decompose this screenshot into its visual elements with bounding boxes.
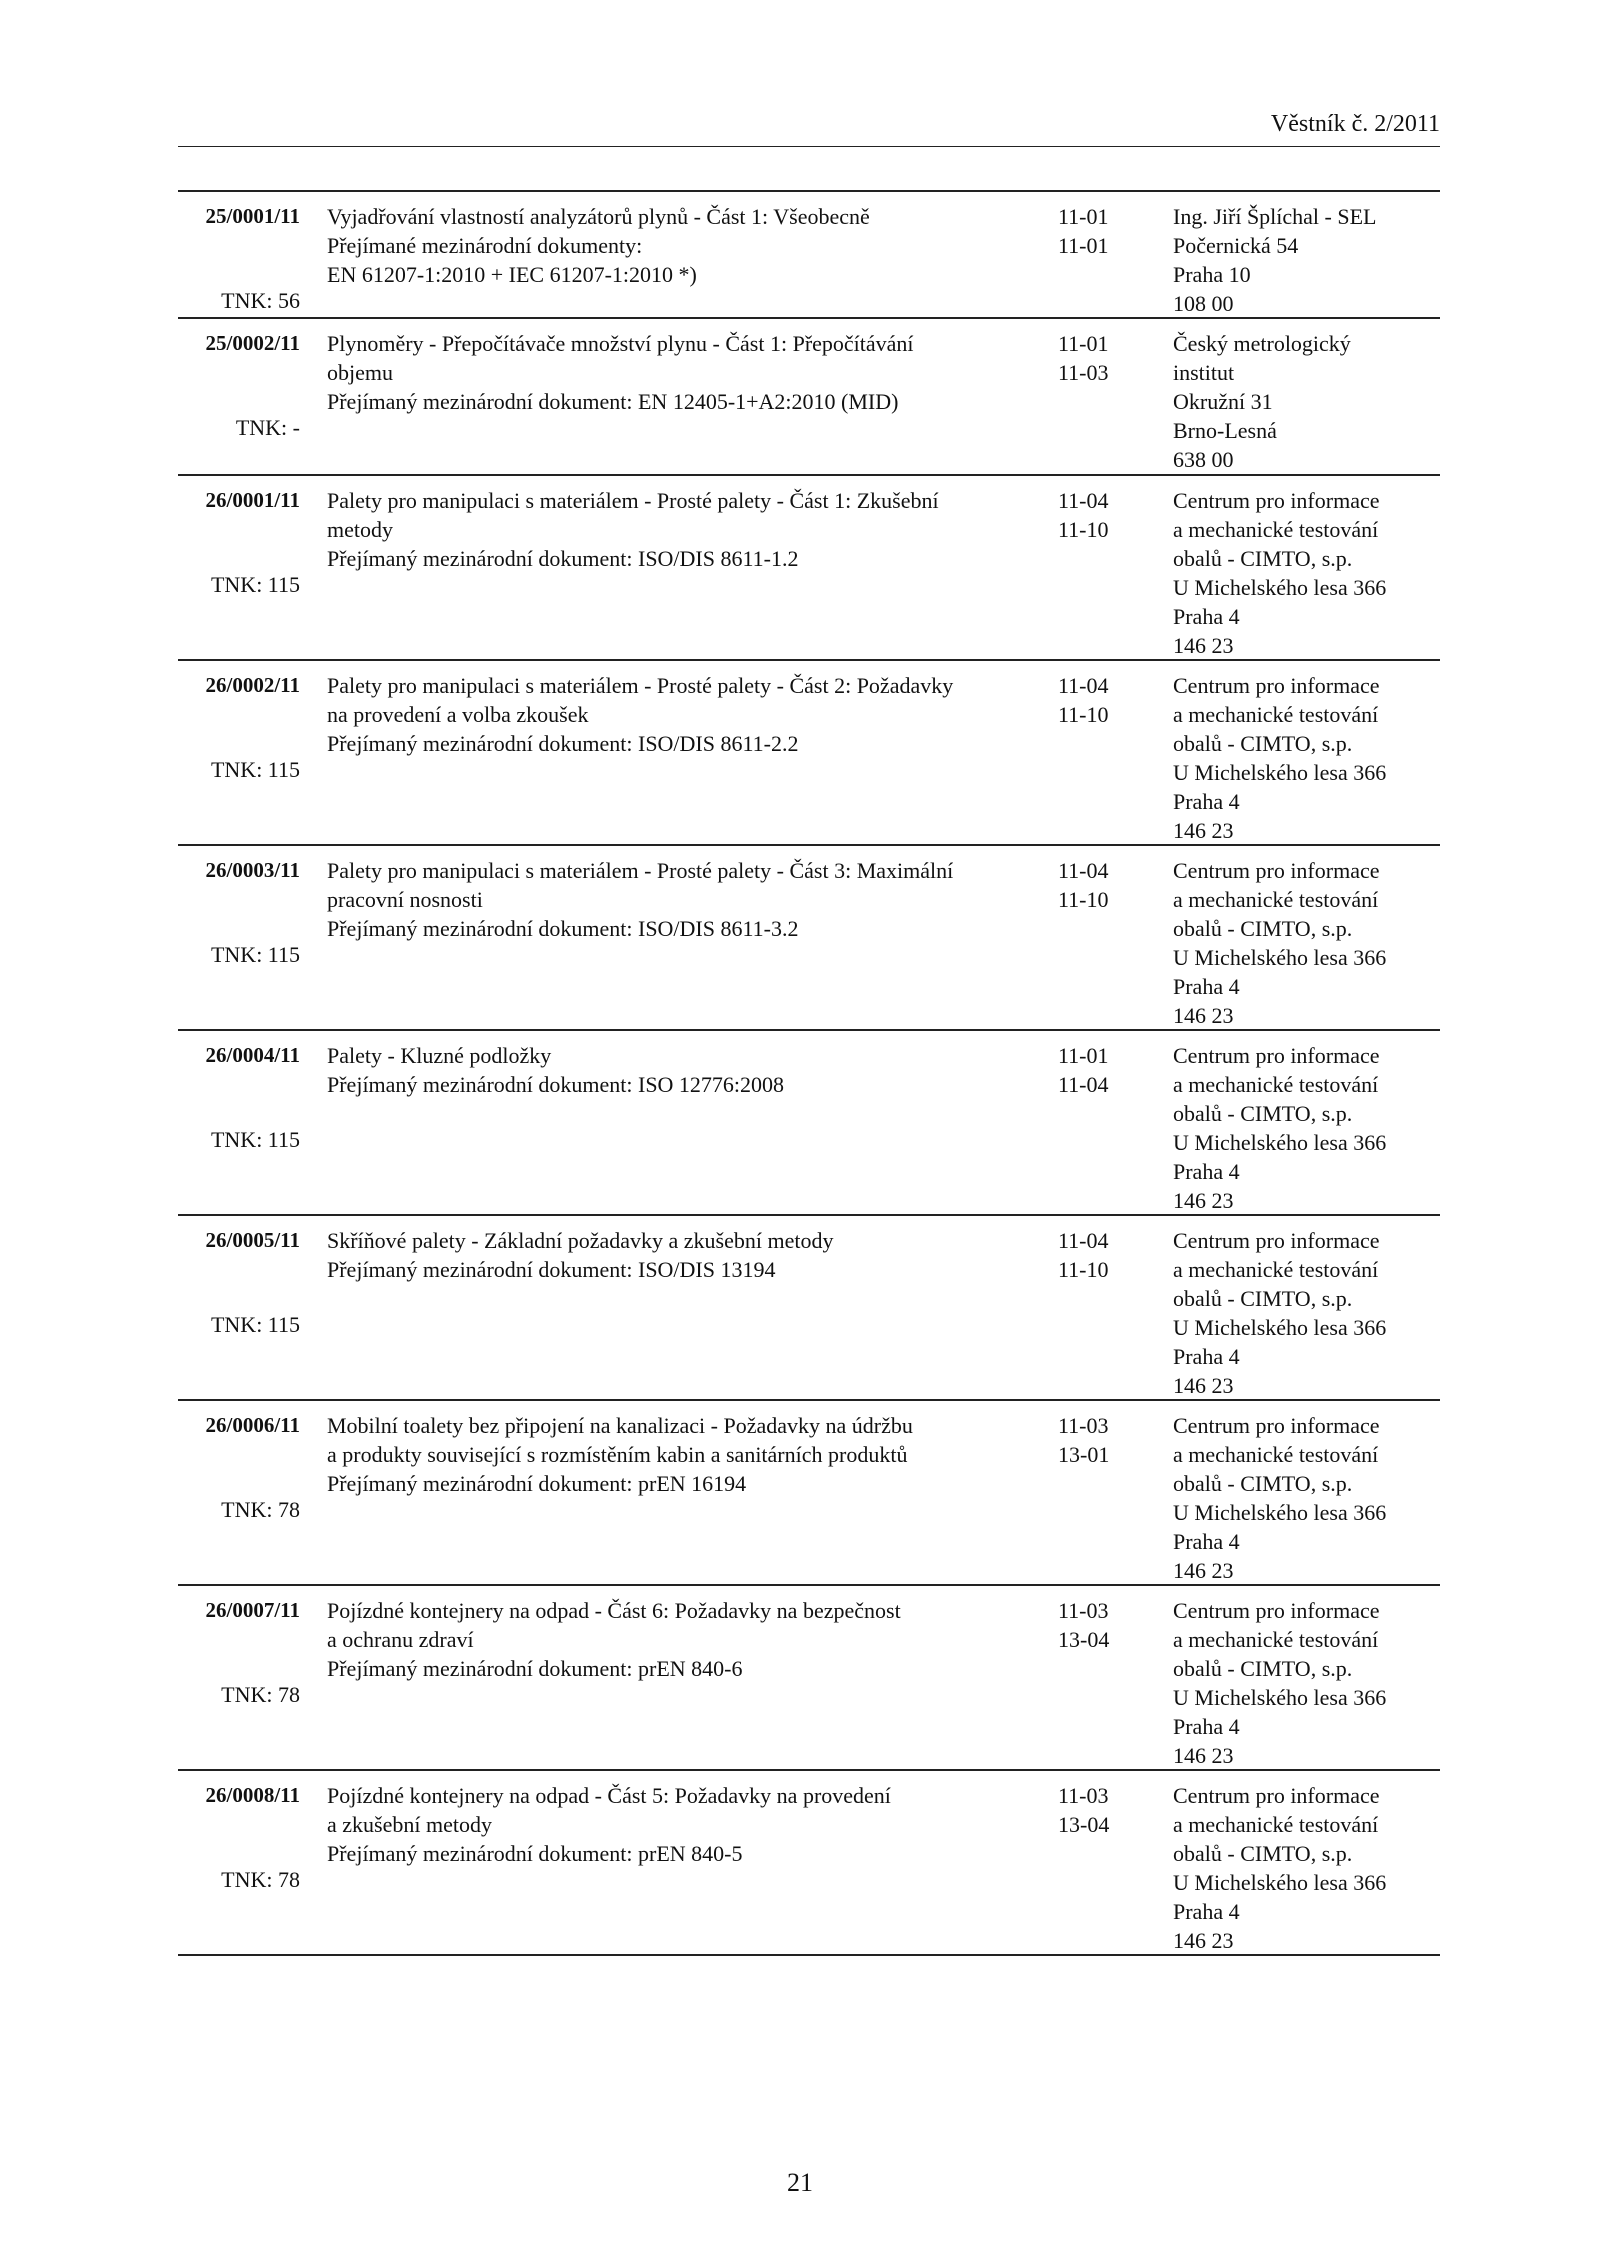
address-line: U Michelského lesa 366: [1173, 1500, 1387, 1525]
entry-id-cell: [178, 1596, 300, 1707]
entry-title-line: Přejímaný mezinárodní dokument: ISO/DIS 13194: [327, 1257, 776, 1282]
entry-id-cell: [178, 1411, 300, 1522]
entry-title-line: Vyjadřování vlastností analyzátorů plynů - Část 1: Všeobecně: [327, 204, 870, 229]
entry-address-cell: [1173, 1226, 1440, 1400]
address-line: U Michelského lesa 366: [1173, 1130, 1387, 1155]
entry-number: 26/0003/11: [205, 858, 300, 882]
entry-date: 11-01: [1058, 1043, 1109, 1068]
address-line: Počernická 54: [1173, 233, 1299, 258]
address-line: obalů - CIMTO, s.p.: [1173, 1101, 1353, 1126]
entry-id-cell: [178, 671, 300, 782]
entry-address-cell: [1173, 486, 1440, 660]
entry-date: 11-03: [1058, 1783, 1109, 1808]
standard-entry: [178, 846, 1440, 1031]
address-line: U Michelského lesa 366: [1173, 575, 1387, 600]
entry-number: 25/0001/11: [205, 204, 300, 228]
address-line: Centrum pro informace: [1173, 1413, 1380, 1438]
entry-tnk: TNK: 115: [210, 942, 300, 967]
entry-tnk: TNK: 115: [210, 1312, 300, 1337]
address-line: 146 23: [1173, 1373, 1234, 1398]
entry-title-line: Přejímaný mezinárodní dokument: ISO 12776:2008: [327, 1072, 785, 1097]
entry-id-cell: [178, 486, 300, 597]
entry-address-cell: [1173, 671, 1440, 845]
entry-date: 11-10: [1058, 517, 1109, 542]
entry-title-line: Pojízdné kontejnery na odpad - Část 6: Požadavky na bezpečnost: [327, 1598, 901, 1623]
entry-title-line: Přejímané mezinárodní dokumenty:: [327, 233, 643, 258]
entry-title-line: Skříňové palety - Základní požadavky a zkušební metody: [327, 1228, 834, 1253]
entry-address-cell: [1173, 1041, 1440, 1215]
entry-title-line: Přejímaný mezinárodní dokument: ISO/DIS 8611-2.2: [327, 731, 799, 756]
entry-title-cell: [327, 1226, 1027, 1284]
entry-date: 13-04: [1058, 1627, 1110, 1652]
entry-title-line: Přejímaný mezinárodní dokument: ISO/DIS 8611-3.2: [327, 916, 799, 941]
entry-title-line: Mobilní toalety bez připojení na kanalizaci - Požadavky na údržbu: [327, 1413, 913, 1438]
entry-tnk: TNK: 78: [221, 1497, 300, 1522]
address-line: Centrum pro informace: [1173, 673, 1380, 698]
entry-date: 11-10: [1058, 702, 1109, 727]
standard-entry: [178, 1216, 1440, 1401]
address-line: Brno-Lesná: [1173, 418, 1277, 443]
entry-title-cell: [327, 1781, 1027, 1868]
entry-title-line: objemu: [327, 360, 393, 385]
entry-number: 26/0004/11: [205, 1043, 300, 1067]
entry-dates-cell: [1058, 202, 1138, 260]
address-line: Centrum pro informace: [1173, 858, 1380, 883]
entry-title-line: pracovní nosnosti: [327, 887, 483, 912]
entry-number: 26/0002/11: [205, 673, 300, 697]
entry-address-cell: [1173, 202, 1440, 318]
entry-title-line: a ochranu zdraví: [327, 1627, 474, 1652]
standard-entry: [178, 661, 1440, 846]
entry-number: 26/0001/11: [205, 488, 300, 512]
entry-id-cell: [178, 856, 300, 967]
entry-title-line: Pojízdné kontejnery na odpad - Část 5: Požadavky na provedení: [327, 1783, 891, 1808]
entry-date: 11-04: [1058, 488, 1109, 513]
entry-tnk: TNK: 56: [221, 288, 300, 313]
address-line: a mechanické testování: [1173, 1812, 1379, 1837]
address-line: Český metrologický: [1173, 331, 1351, 356]
entry-date: 11-10: [1058, 887, 1109, 912]
entry-dates-cell: [1058, 1226, 1138, 1284]
page-number: 21: [787, 2168, 813, 2197]
address-line: 146 23: [1173, 1003, 1234, 1028]
standard-entry: [178, 1031, 1440, 1216]
entry-title-line: na provedení a volba zkoušek: [327, 702, 589, 727]
entry-title-line: a produkty související s rozmístěním kabin a sanitárních produktů: [327, 1442, 908, 1467]
standard-entry: [178, 476, 1440, 661]
entry-address-cell: [1173, 1781, 1440, 1955]
address-line: Praha 4: [1173, 789, 1240, 814]
address-line: 146 23: [1173, 1558, 1234, 1583]
address-line: institut: [1173, 360, 1235, 385]
address-line: U Michelského lesa 366: [1173, 945, 1387, 970]
address-line: a mechanické testování: [1173, 517, 1379, 542]
address-line: Centrum pro informace: [1173, 1783, 1380, 1808]
address-line: a mechanické testování: [1173, 702, 1379, 727]
page-header: [178, 110, 1440, 147]
entry-date: 11-04: [1058, 858, 1109, 883]
entry-number: 26/0005/11: [205, 1228, 300, 1252]
entry-date: 11-03: [1058, 1598, 1109, 1623]
entry-title-line: Palety - Kluzné podložky: [327, 1043, 552, 1068]
entry-tnk: TNK: 78: [221, 1867, 300, 1892]
standard-entry: [178, 1401, 1440, 1586]
entry-tnk: TNK: 78: [221, 1682, 300, 1707]
entry-date: 13-01: [1058, 1442, 1110, 1467]
address-line: U Michelského lesa 366: [1173, 760, 1387, 785]
address-line: a mechanické testování: [1173, 1627, 1379, 1652]
address-line: obalů - CIMTO, s.p.: [1173, 1841, 1353, 1866]
address-line: Praha 4: [1173, 974, 1240, 999]
address-line: U Michelského lesa 366: [1173, 1685, 1387, 1710]
address-line: 146 23: [1173, 818, 1234, 843]
address-line: a mechanické testování: [1173, 887, 1379, 912]
address-line: Centrum pro informace: [1173, 488, 1380, 513]
standard-entry: [178, 192, 1440, 319]
address-line: Praha 4: [1173, 1714, 1240, 1739]
entry-title-cell: [327, 486, 1027, 573]
entry-title-line: Přejímaný mezinárodní dokument: EN 12405-1+A2:2010 (MID): [327, 389, 899, 414]
address-line: Praha 4: [1173, 1899, 1240, 1924]
entry-title-cell: [327, 1596, 1027, 1683]
entry-title-cell: [327, 202, 1027, 289]
entry-tnk: TNK: 115: [210, 1127, 300, 1152]
entry-address-cell: [1173, 856, 1440, 1030]
standard-entry: [178, 1771, 1440, 1956]
address-line: a mechanické testování: [1173, 1257, 1379, 1282]
entry-title-line: Plynoměry - Přepočítávače množství plynu - Část 1: Přepočítávání: [327, 331, 914, 356]
entry-title-line: Palety pro manipulaci s materiálem - Prosté palety - Část 1: Zkušební: [327, 488, 939, 513]
entry-title-cell: [327, 671, 1027, 758]
entry-dates-cell: [1058, 671, 1138, 729]
entry-date: 11-03: [1058, 360, 1109, 385]
address-line: Praha 10: [1173, 262, 1251, 287]
journal-title: Věstník č. 2/2011: [1270, 111, 1440, 137]
address-line: Centrum pro informace: [1173, 1228, 1380, 1253]
address-line: 146 23: [1173, 633, 1234, 658]
entry-title-line: metody: [327, 517, 393, 542]
entry-date: 11-04: [1058, 673, 1109, 698]
address-line: Okružní 31: [1173, 389, 1273, 414]
entry-title-line: Palety pro manipulaci s materiálem - Prosté palety - Část 2: Požadavky: [327, 673, 954, 698]
entry-date: 11-01: [1058, 233, 1109, 258]
entry-id-cell: [178, 1226, 300, 1337]
entry-title-cell: [327, 1411, 1027, 1498]
address-line: a mechanické testování: [1173, 1072, 1379, 1097]
address-line: obalů - CIMTO, s.p.: [1173, 916, 1353, 941]
entry-id-cell: [178, 1781, 300, 1892]
address-line: Praha 4: [1173, 604, 1240, 629]
entry-dates-cell: [1058, 1041, 1138, 1099]
entry-title-line: Palety pro manipulaci s materiálem - Prosté palety - Část 3: Maximální: [327, 858, 954, 883]
entry-date: 11-03: [1058, 1413, 1109, 1438]
entry-tnk: TNK: 115: [210, 757, 300, 782]
address-line: Praha 4: [1173, 1529, 1240, 1554]
address-line: Centrum pro informace: [1173, 1598, 1380, 1623]
entry-date: 11-10: [1058, 1257, 1109, 1282]
entry-id-cell: [178, 1041, 300, 1152]
entry-dates-cell: [1058, 1596, 1138, 1654]
address-line: Ing. Jiří Šplíchal - SEL: [1173, 204, 1377, 229]
address-line: obalů - CIMTO, s.p.: [1173, 1656, 1353, 1681]
entry-number: 26/0007/11: [205, 1598, 300, 1622]
address-line: 146 23: [1173, 1743, 1234, 1768]
address-line: 146 23: [1173, 1928, 1234, 1953]
entry-title-cell: [327, 856, 1027, 943]
entry-date: 11-04: [1058, 1072, 1109, 1097]
address-line: 638 00: [1173, 447, 1234, 472]
standards-list: [178, 190, 1440, 1956]
entry-tnk: TNK: -: [235, 415, 300, 440]
entry-date: 11-01: [1058, 204, 1109, 229]
entry-dates-cell: [1058, 329, 1138, 387]
entry-address-cell: [1173, 1411, 1440, 1585]
entry-title-line: EN 61207-1:2010 + IEC 61207-1:2010 *): [327, 262, 697, 287]
address-line: U Michelského lesa 366: [1173, 1870, 1387, 1895]
entry-number: 26/0006/11: [205, 1413, 300, 1437]
entry-title-line: Přejímaný mezinárodní dokument: ISO/DIS 8611-1.2: [327, 546, 799, 571]
entry-number: 26/0008/11: [205, 1783, 300, 1807]
entry-id-cell: [178, 202, 300, 313]
entry-tnk: TNK: 115: [210, 572, 300, 597]
address-line: Praha 4: [1173, 1344, 1240, 1369]
entry-title-line: Přejímaný mezinárodní dokument: prEN 840-5: [327, 1841, 743, 1866]
standard-entry: [178, 1586, 1440, 1771]
address-line: Centrum pro informace: [1173, 1043, 1380, 1068]
entry-dates-cell: [1058, 1781, 1138, 1839]
standard-entry: [178, 319, 1440, 476]
entry-date: 13-04: [1058, 1812, 1110, 1837]
entry-address-cell: [1173, 1596, 1440, 1770]
entry-date: 11-01: [1058, 331, 1109, 356]
entry-dates-cell: [1058, 486, 1138, 544]
entry-number: 25/0002/11: [205, 331, 300, 355]
address-line: a mechanické testování: [1173, 1442, 1379, 1467]
entry-title-cell: [327, 329, 1027, 416]
address-line: obalů - CIMTO, s.p.: [1173, 731, 1353, 756]
entry-title-line: a zkušební metody: [327, 1812, 492, 1837]
entry-dates-cell: [1058, 1411, 1138, 1469]
address-line: obalů - CIMTO, s.p.: [1173, 1286, 1353, 1311]
address-line: obalů - CIMTO, s.p.: [1173, 1471, 1353, 1496]
entry-id-cell: [178, 329, 300, 440]
entry-title-line: Přejímaný mezinárodní dokument: prEN 840-6: [327, 1656, 743, 1681]
address-line: Praha 4: [1173, 1159, 1240, 1184]
address-line: 146 23: [1173, 1188, 1234, 1213]
address-line: 108 00: [1173, 291, 1234, 316]
address-line: obalů - CIMTO, s.p.: [1173, 546, 1353, 571]
entry-date: 11-04: [1058, 1228, 1109, 1253]
entry-title-line: Přejímaný mezinárodní dokument: prEN 16194: [327, 1471, 747, 1496]
entry-dates-cell: [1058, 856, 1138, 914]
address-line: U Michelského lesa 366: [1173, 1315, 1387, 1340]
entry-address-cell: [1173, 329, 1440, 474]
entry-title-cell: [327, 1041, 1027, 1099]
